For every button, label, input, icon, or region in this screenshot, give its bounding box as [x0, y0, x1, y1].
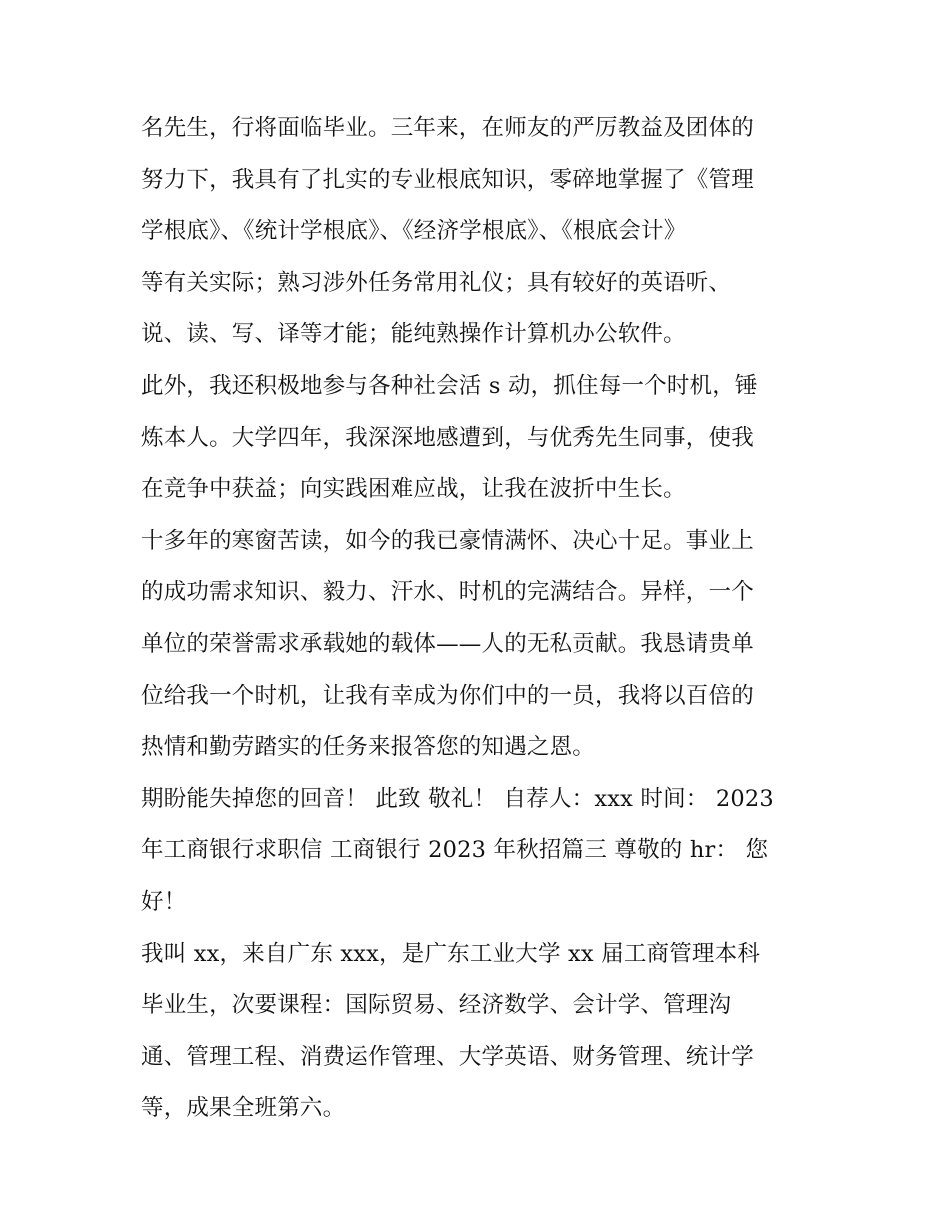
text-line: 期盼能失掉您的回音！ 此致 敬礼！ 自荐人：xxx 时间： 2023 — [141, 785, 774, 812]
text-line: 学根底》、《统计学根底》、《经济学根底》、《根底会计》 — [141, 218, 687, 245]
text-line: 单位的荣誉需求承载她的载体——人的无私贡献。我恳请贵单 — [141, 630, 754, 657]
text-line: 等有关实际；熟习涉外任务常用礼仪；具有较好的英语听、 — [141, 269, 732, 296]
text-line: 此外，我还积极地参与各种社会活 s 动，抓住每一个时机，锤 — [141, 372, 758, 399]
text-line: 十多年的寒窗苦读，如今的我已豪情满怀、决心十足。事业上 — [141, 527, 754, 554]
text-line: 在竞争中获益；向实践困难应战，让我在波折中生长。 — [141, 476, 686, 503]
text-line: 热情和勤劳踏实的任务来报答您的知遇之恩。 — [141, 734, 596, 761]
text-line: 等，成果全班第六。 — [141, 1095, 346, 1122]
text-line: 通、管理工程、消费运作管理、大学英语、财务管理、统计学 — [141, 1043, 754, 1070]
text-line: 我叫 xx，来自广东 xxx，是广东工业大学 xx 届工商管理本科 — [141, 940, 761, 967]
text-line: 位给我一个时机，让我有幸成为你们中的一员，我将以百倍的 — [141, 682, 754, 709]
text-line: 名先生，行将面临毕业。三年来，在师友的严厉教益及团体的 — [141, 115, 754, 141]
document-body — [141, 103, 821, 1135]
text-line: 年工商银行求职信 工商银行 2023 年秋招篇三 尊敬的 hr： 您 — [141, 837, 769, 864]
text-line: 炼本人。大学四年，我深深地感遭到，与优秀先生同事，使我 — [141, 424, 754, 451]
text-line: 好！ — [141, 888, 187, 915]
text-line: 努力下，我具有了扎实的专业根底知识，零碎地掌握了《管理 — [141, 166, 754, 193]
text-line: 说、读、写、译等才能；能纯熟操作计算机办公软件。 — [141, 321, 686, 348]
text-line: 的成功需求知识、毅力、汗水、时机的完满结合。异样，一个 — [141, 579, 754, 606]
text-line: 毕业生，次要课程：国际贸易、经济数学、会计学、管理沟 — [141, 992, 732, 1019]
